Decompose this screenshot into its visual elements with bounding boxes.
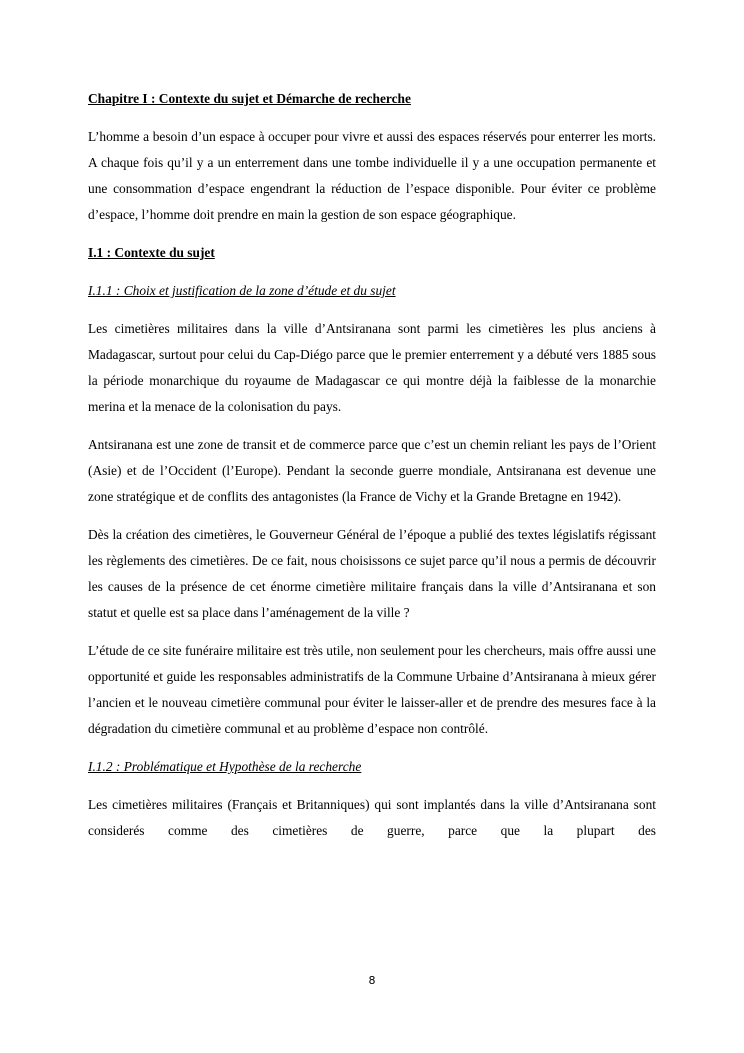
- subsection-2-title: I.1.2 : Problématique et Hypothèse de la recherche: [88, 759, 362, 774]
- document-page: [88, 86, 656, 856]
- page-number: 8: [368, 974, 376, 987]
- subsection-1-title: I.1.1 : Choix et justification de la zone d’étude et du sujet: [88, 283, 396, 298]
- chapter-title: Chapitre I : Contexte du sujet et Démarche de recherche: [88, 91, 411, 106]
- paragraph-4: L’étude de ce site funéraire militaire est très utile, non seulement pour les chercheurs, mais offre aussi une opportunité et guide les responsables administratifs de la Commune Urbaine d’Antsiranana à mieux gérer l’ancien et le nouveau cimetière communal pour éviter le laisser-aller et de prendre des mesures face à la dégradation du cimetière communal et au problème d’espace non contrôlé.: [88, 643, 656, 736]
- paragraph-2: Antsiranana est une zone de transit et de commerce parce que c’est un chemin reliant les pays de l’Orient (Asie) et de l’Occident (l’Europe). Pendant la seconde guerre mondiale, Antsiranana est devenue une zone stratégique et de conflits des antagonistes (la France de Vichy et la Grande Bretagne en 1942).: [88, 437, 656, 504]
- paragraph-1: Les cimetières militaires dans la ville d’Antsiranana sont parmi les cimetières les plus anciens à Madagascar, surtout pour celui du Cap-Diégo parce que le premier enterrement y a débuté vers 1885 sous la période monarchique du royaume de Madagascar ce qui montre déjà la faiblesse de la monarchie merina et la menace de la colonisation du pays.: [88, 321, 656, 414]
- paragraph-3: Dès la création des cimetières, le Gouverneur Général de l’époque a publié des textes législatifs régissant les règlements des cimetières. De ce fait, nous choisissons ce sujet parce qu’il nous a permis de découvrir les causes de la présence de cet énorme cimetière militaire français dans la ville d’Antsiranana et son statut et quelle est sa place dans l’aménagement de la ville ?: [88, 527, 656, 620]
- paragraph-5: Les cimetières militaires (Français et Britanniques) qui sont implantés dans la ville d’Antsiranana sont considerés comme des cimetières de guerre, parce que la plupart des: [88, 797, 656, 838]
- section-title: I.1 : Contexte du sujet: [88, 245, 215, 260]
- intro-paragraph: L’homme a besoin d’un espace à occuper pour vivre et aussi des espaces réservés pour enterrer les morts. A chaque fois qu’il y a un enterrement dans une tombe individuelle il y a une occupation permanente et une consommation d’espace engendrant la réduction de l’espace disponible. Pour éviter ce problème d’espace, l’homme doit prendre en main la gestion de son espace géographique.: [88, 129, 656, 222]
